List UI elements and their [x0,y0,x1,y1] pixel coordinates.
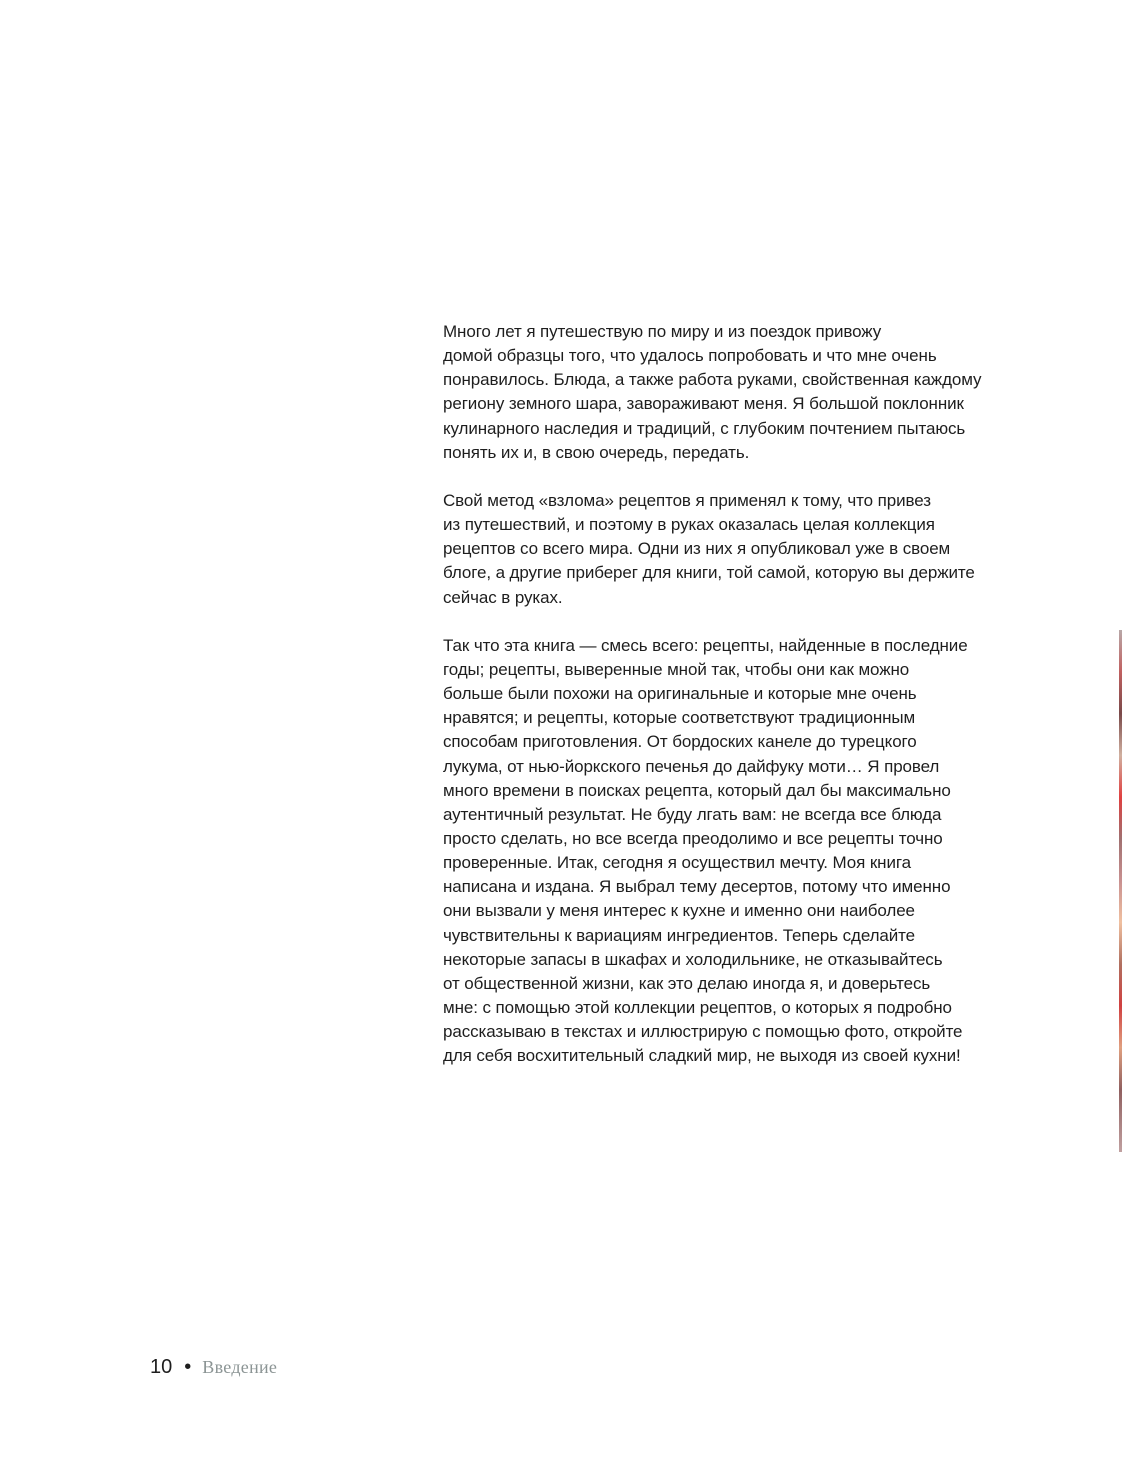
text-line: проверенные. Итак, сегодня я осуществил мечту. Моя книга [443,853,911,873]
body-text [443,320,1013,1093]
text-line: они вызвали у меня интерес к кухне и именно они наиболее [443,901,915,921]
paragraph-2 [443,489,1013,610]
text-line: рассказываю в текстах и иллюстрирую с помощью фото, откройте [443,1022,963,1042]
text-line: кулинарного наследия и традиций, с глубоким почтением пытаюсь [443,418,966,438]
text-line: из путешествий, и поэтому в руках оказалась целая коллекция [443,515,935,535]
text-line: чувствительны к вариациям ингредиентов. Теперь сделайте [443,925,916,945]
text-line: Так что эта книга — смесь всего: рецепты, найденные в последние [443,635,968,655]
text-line: Много лет я путешествую по миру и из поездок привожу [443,322,882,341]
text-line: сейчас в руках. [443,587,563,607]
text-line: некоторые запасы в шкафах и холодильнике, не отказывайтесь [443,949,943,969]
text-line: блоге, а другие приберег для книги, той самой, которую вы держите [443,563,975,583]
text-line: понравилось. Блюда, а также работа руками, свойственная каждому [443,370,982,390]
text-line: просто сделать, но все всегда преодолимо и все рецепты точно [443,828,943,848]
text-line: мне: с помощью этой коллекции рецептов, о которых я подробно [443,998,952,1018]
text-line: больше были похожи на оригинальные и которые мне очень [443,684,917,704]
text-line: аутентичный результат. Не буду лгать вам: не всегда все блюда [443,804,942,824]
paragraph-1 [443,320,1013,465]
text-line: Свой метод «взлома» рецептов я применял к тому, что привез [443,490,931,510]
section-name: Введение [202,1357,278,1377]
page-footer [150,1356,277,1386]
text-line: от общественной жизни, как это делаю иногда я, и доверьтесь [443,973,931,993]
text-line: понять их и, в свою очередь, передать. [443,442,750,462]
text-line: годы; рецепты, выверенные мной так, чтобы они как можно [443,659,910,679]
text-line: способам приготовления. От бордоских канеле до турецкого [443,732,917,752]
text-line: написана и издана. Я выбрал тему десертов, потому что именно [443,877,951,897]
text-line: для себя восхитительный сладкий мир, не выходя из своей кухни! [443,1046,961,1066]
text-line: рецептов со всего мира. Одни из них я опубликовал уже в своем [443,539,951,559]
text-line: домой образцы того, что удалось попробовать и что мне очень [443,346,937,366]
paragraph-3 [443,634,1013,1069]
text-line: много времени в поисках рецепта, который дал бы максимально [443,780,951,800]
text-line: нравятся; и рецепты, которые соответствуют традиционным [443,708,916,728]
text-line: региону земного шара, завораживают меня. Я большой поклонник [443,394,964,414]
bullet-separator: • [184,1356,192,1378]
page-number: 10 [150,1356,173,1378]
text-line: лукума, от нью-йоркского печенья до дайфуку моти… Я провел [443,756,940,776]
